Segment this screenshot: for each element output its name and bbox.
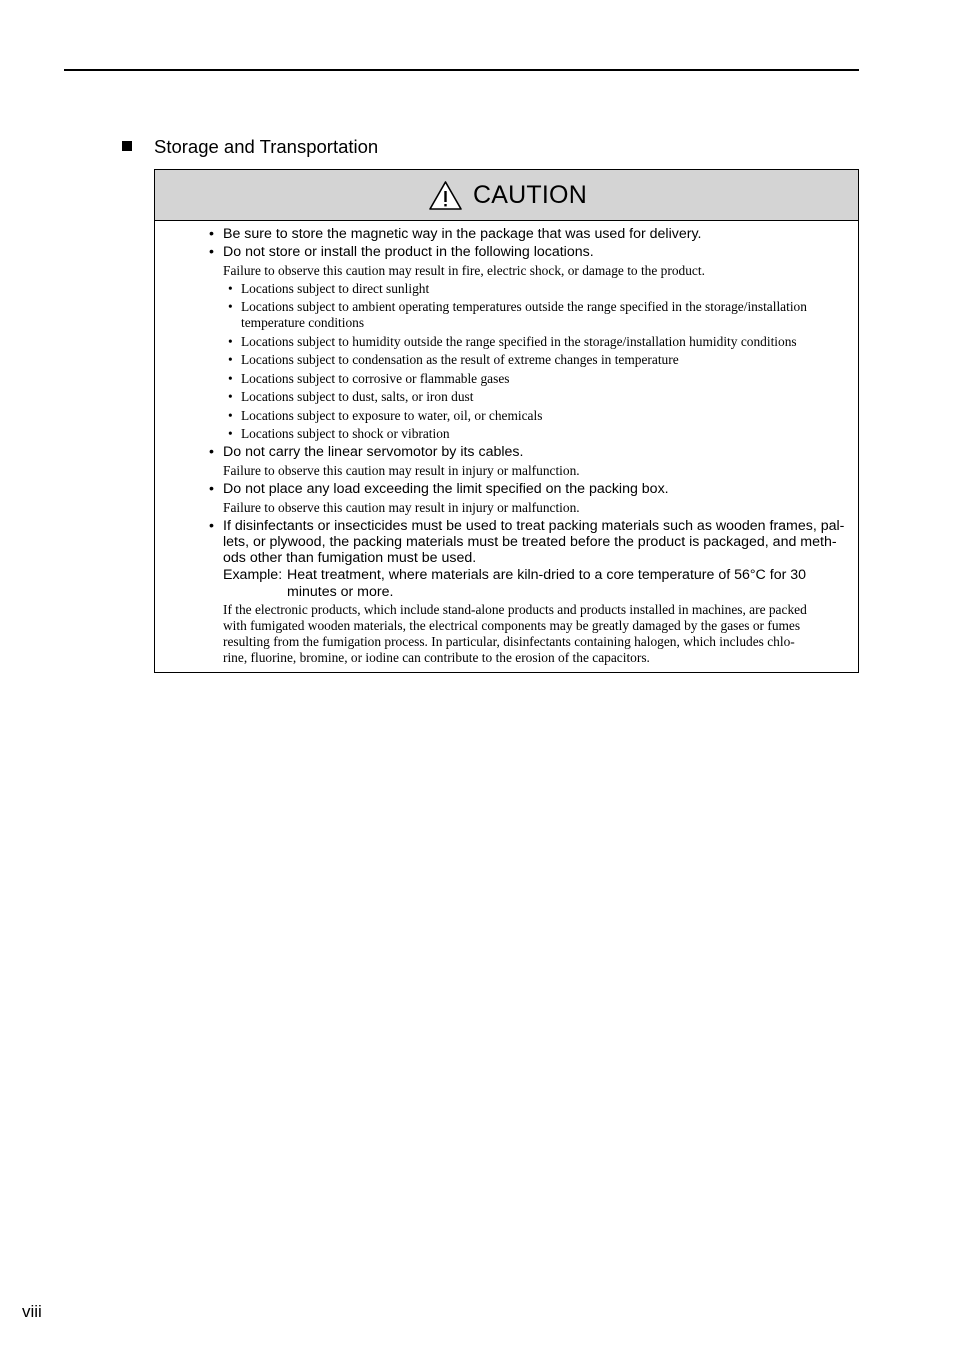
fumigation-note: resulting from the fumigation process. In particular, disinfectants containing halogen, which includes chlo- bbox=[223, 634, 795, 649]
bullet-dot: • bbox=[209, 226, 214, 242]
caution-item-note: Failure to observe this caution may result in fire, electric shock, or damage to the product. bbox=[223, 263, 705, 278]
sub-bullet-dot: • bbox=[228, 408, 233, 423]
location-item: Locations subject to corrosive or flammable gases bbox=[241, 371, 510, 386]
caution-header bbox=[155, 170, 858, 221]
square-bullet-icon bbox=[122, 141, 132, 151]
location-item-continuation: temperature conditions bbox=[241, 315, 365, 330]
location-item: Locations subject to humidity outside the range specified in the storage/installation humidity conditions bbox=[241, 334, 797, 349]
sub-bullet-dot: • bbox=[228, 281, 233, 296]
sub-bullet-dot: • bbox=[228, 389, 233, 404]
location-item: Locations subject to condensation as the result of extreme changes in temperature bbox=[241, 352, 679, 367]
example-label: Example: bbox=[223, 567, 283, 583]
caution-box bbox=[154, 169, 859, 673]
page-number: viii bbox=[22, 1302, 42, 1321]
warning-triangle-icon bbox=[428, 180, 463, 211]
caution-item-text: Do not place any load exceeding the limit specified on the packing box. bbox=[223, 481, 669, 497]
location-item: Locations subject to exposure to water, oil, or chemicals bbox=[241, 408, 543, 423]
caution-item-note: Failure to observe this caution may result in injury or malfunction. bbox=[223, 500, 580, 515]
bullet-dot: • bbox=[209, 481, 214, 497]
location-item: Locations subject to shock or vibration bbox=[241, 426, 450, 441]
fumigation-note: with fumigated wooden materials, the electrical components may be greatly damaged by the gases or fumes bbox=[223, 618, 801, 633]
fumigation-note: If the electronic products, which include stand-alone products and products installed in machines, are packed bbox=[223, 602, 807, 617]
caution-item-text: Be sure to store the magnetic way in the package that was used for delivery. bbox=[223, 226, 702, 242]
bullet-dot: • bbox=[209, 518, 214, 534]
bullet-dot: • bbox=[209, 244, 214, 260]
caution-item-text: Do not carry the linear servomotor by its cables. bbox=[223, 444, 524, 460]
sub-bullet-dot: • bbox=[228, 352, 233, 367]
caution-item-text: Do not store or install the product in the following locations. bbox=[223, 244, 594, 260]
caution-item-text: ods other than fumigation must be used. bbox=[223, 550, 477, 566]
sub-bullet-dot: • bbox=[228, 334, 233, 349]
location-item: Locations subject to ambient operating temperatures outside the range specified in the storage/installation bbox=[241, 299, 807, 314]
location-item: Locations subject to direct sunlight bbox=[241, 281, 430, 296]
location-item: Locations subject to dust, salts, or iron dust bbox=[241, 389, 474, 404]
caution-item-text: If disinfectants or insecticides must be used to treat packing materials such as wooden frames, pal- bbox=[223, 518, 845, 534]
header-rule bbox=[64, 69, 859, 71]
caution-item-text: lets, or plywood, the packing materials must be treated before the product is packaged, and meth- bbox=[223, 534, 837, 550]
bullet-dot: • bbox=[209, 444, 214, 460]
example-text: Heat treatment, where materials are kiln-dried to a core temperature of 56°C for 30 bbox=[287, 567, 807, 583]
fumigation-note: rine, fluorine, bromine, or iodine can contribute to the erosion of the capacitors. bbox=[223, 650, 650, 665]
caution-title: CAUTION bbox=[473, 180, 587, 209]
example-text: minutes or more. bbox=[287, 584, 394, 600]
section-heading-text: Storage and Transportation bbox=[154, 136, 379, 157]
sub-bullet-dot: • bbox=[228, 371, 233, 386]
section-heading bbox=[122, 135, 378, 159]
caution-title-wrap bbox=[428, 180, 587, 211]
sub-bullet-dot: • bbox=[228, 426, 233, 441]
caution-item-note: Failure to observe this caution may result in injury or malfunction. bbox=[223, 463, 580, 478]
sub-bullet-dot: • bbox=[228, 299, 233, 314]
